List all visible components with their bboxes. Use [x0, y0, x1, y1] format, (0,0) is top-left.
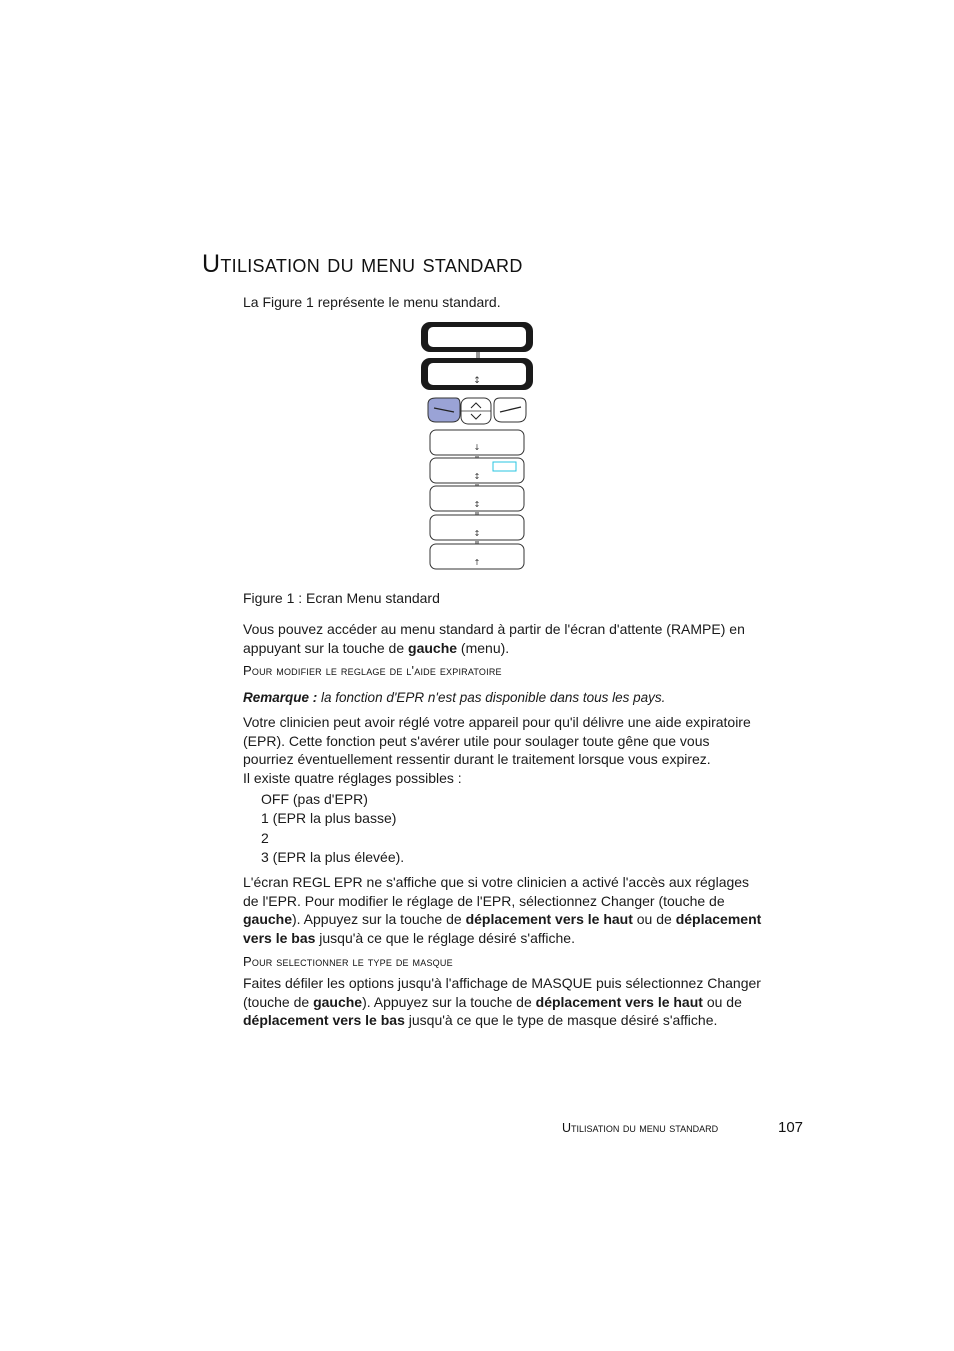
menu-item-3: [430, 486, 524, 511]
up-down-key-icon: [461, 398, 491, 424]
section-heading-mask: Pour selectionner le type de masque: [243, 954, 453, 969]
paragraph-mask-select: Faites défiler les options jusqu'à l'affichage de MASQUE puis sélectionnez Changer (touche de gauche). Appuyez sur la touche de déplacement vers le haut ou de déplacement vers le bas jusqu'à ce que le type de masque désiré s'affiche.: [243, 975, 761, 1028]
paragraph-epr-description: Votre clinicien peut avoir réglé votre appareil pour qu'il délivre une aide expiratoire (EPR). Cette fonction peut s'avérer utile pour soulager toute gêne que vous pourriez éventuellement ressentir durant le traitement lorsque vous expirez. Il existe quatre réglages possibles :: [243, 714, 751, 786]
paragraph-access-menu: Vous pouvez accéder au menu standard à partir de l'écran d'attente (RAMPE) en appuyant sur la touche de gauche (menu).: [243, 621, 745, 656]
page-title: Utilisation du menu standard: [202, 250, 523, 278]
svg-text:↑: ↑: [473, 558, 481, 567]
lcd-screen-line2: [421, 358, 533, 390]
menu-item-4: [430, 515, 524, 540]
lcd-screen-line1: [421, 322, 533, 352]
list-item: OFF (pas d'EPR): [261, 791, 368, 807]
epr-options-list: [261, 790, 404, 867]
svg-text:↓: ↓: [473, 443, 481, 452]
note: [243, 690, 665, 705]
standard-menu-figure: [418, 318, 538, 574]
svg-text:↕: ↕: [473, 529, 481, 538]
note-label: Remarque :: [243, 690, 318, 705]
menu-item-2: [430, 458, 524, 483]
list-item: 2: [261, 829, 269, 846]
svg-text:↕: ↕: [473, 500, 481, 509]
note-text: la fonction d'EPR n'est pas disponible dans tous les pays.: [317, 690, 666, 705]
left-key-icon: [428, 398, 460, 422]
section-heading-epr: Pour modifier le reglage de l'aide expiratoire: [243, 663, 502, 678]
menu-item-5: [430, 544, 524, 569]
paragraph-epr-change: L'écran REGL EPR ne s'affiche que si votre clinicien a activé l'accès aux réglages de l'EPR. Pour modifier le réglage de l'EPR, sélectionnez Changer (touche de gauche). Appuyez sur la touche de déplacement vers le haut ou de déplacement vers le bas jusqu'à ce que le réglage désiré s'affiche.: [243, 874, 762, 946]
menu-item-1: [430, 430, 524, 455]
page-number: 107: [778, 1119, 804, 1136]
footer-section-label: Utilisation du menu standard: [562, 1121, 719, 1135]
svg-text:↕: ↕: [473, 472, 481, 481]
intro-text: La Figure 1 représente le menu standard.: [243, 294, 501, 310]
right-key-icon: [494, 398, 526, 422]
list-item: 3 (EPR la plus élevée).: [261, 848, 405, 865]
list-item: 1 (EPR la plus basse): [261, 810, 397, 827]
figure-caption: Figure 1 : Ecran Menu standard: [243, 590, 440, 606]
svg-text:↕: ↕: [473, 376, 481, 386]
